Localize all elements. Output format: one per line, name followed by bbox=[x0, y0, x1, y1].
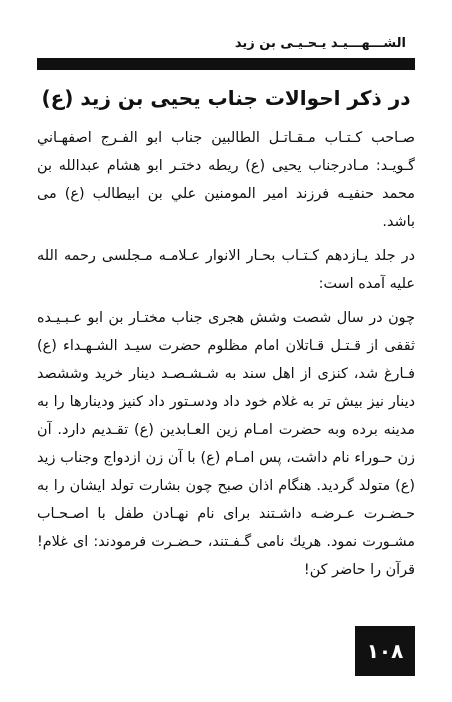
paragraph: صـاحب كـتـاب مـقـاتـل الطالبين جناب ابو الفـرج اصفهـاني گـويـد: مـادرجناب يحيى (ع) ريطه دختـر ابو هشام عبدالله بن محمد حنفيـه فرزند امير المومنين علي بن ابيطالب (ع) مى باشد. bbox=[37, 130, 415, 230]
chapter-title: در ذكر احوالات جناب يحيى بن زيد (ع) bbox=[41, 86, 411, 110]
paragraph: در جلد يـازدهم كـتـاب بحـار الانوار عـلامـه مـجلسى رحمه الله عليه آمده است: bbox=[37, 248, 415, 292]
header-rule bbox=[37, 58, 415, 70]
page-number: ١٠٨ bbox=[355, 626, 415, 676]
paragraph: چون در سال شصت وشش هجرى جناب مختـار بن ابو عـبـيـده ثقفى از قـتـل قـاتلان امام مظلوم حضرت سيـد الشـهـداء (ع) فـارغ شد، كنزى از اهل سند به شـشـصـد دينار خريد وششصد دينار نيز بيش تر به غلام خود داد ودسـتور داد كنيز ودينارها را به مدينه برده وبه حضرت امـام زين العـابدين (ع) تقـديم دارد. آن زن حـوراء نام داشت، پس امـام (ع) با آن زن ازدواج وجناب زيد (ع) متولد گرديد. هنگام اذان صبح چون بشارت تولد ايشان را به حـضـرت عـرضـه داشـتند براى نام نهـادن طفل با اصـحـاب مشـورت نمود. هريك نامى گـفـتند، حـضـرت فرمودند: اى غلام! قرآن را حاضر كن! bbox=[37, 310, 415, 578]
body-text bbox=[37, 124, 415, 590]
running-header: الشـــهـــيـد يـحـيـى بن زيد bbox=[234, 36, 406, 51]
